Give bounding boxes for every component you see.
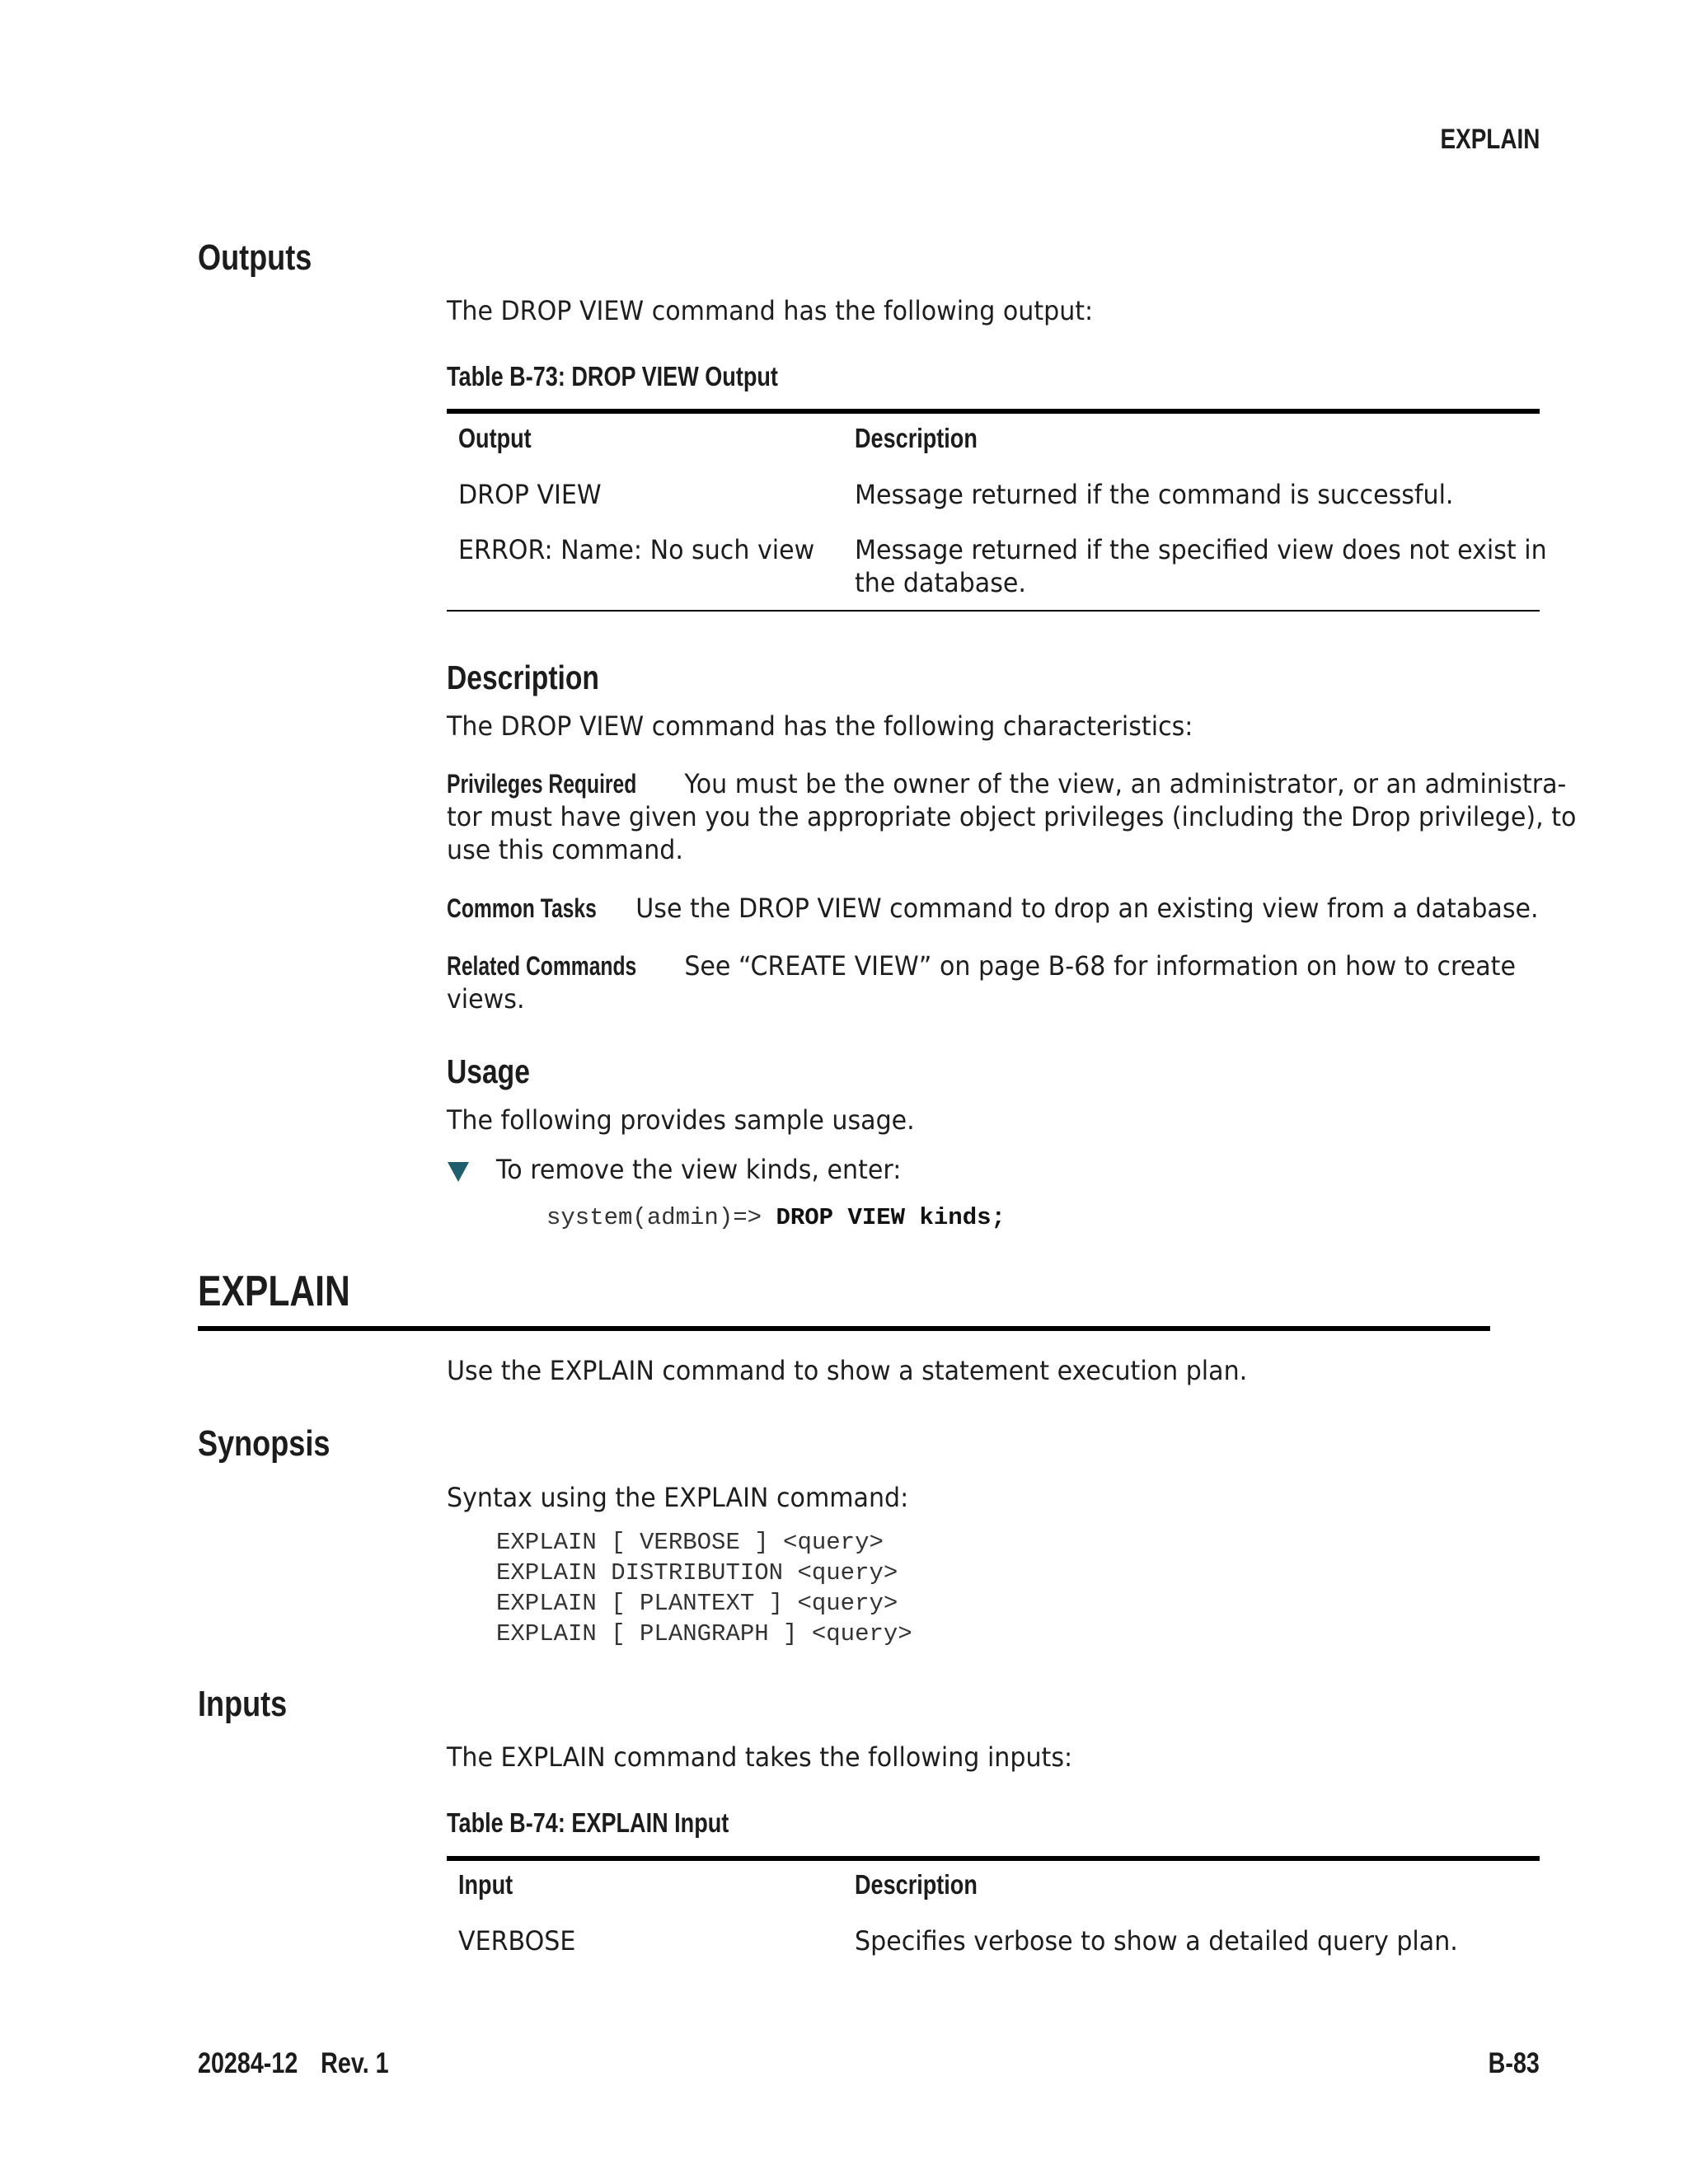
command-heading-rule bbox=[198, 1326, 1490, 1331]
related-line2: views. bbox=[447, 983, 525, 1015]
cell-description-line1: Message returned if the specified view does not exist in bbox=[855, 534, 1547, 565]
column-header-description: Description bbox=[855, 423, 978, 453]
cell-description-line2: the database. bbox=[855, 567, 1026, 598]
related-commands-label: Related Commands bbox=[447, 951, 637, 981]
synopsis-code-line: EXPLAIN [ VERBOSE ] <query> bbox=[496, 1529, 884, 1556]
common-tasks-paragraph bbox=[447, 892, 1539, 925]
code-command: DROP VIEW kinds; bbox=[776, 1204, 1006, 1231]
description-intro: The DROP VIEW command has the following characteristics: bbox=[447, 710, 1193, 742]
column-header-output: Output bbox=[458, 423, 532, 453]
table-bottom-rule bbox=[447, 610, 1540, 612]
column-header-input: Input bbox=[458, 1869, 513, 1900]
cell-output: DROP VIEW bbox=[458, 479, 602, 510]
column-header-description: Description bbox=[855, 1869, 978, 1900]
related-line1 bbox=[447, 949, 1516, 982]
usage-code-example bbox=[546, 1202, 1006, 1233]
cell-description: Specifies verbose to show a detailed query plan. bbox=[855, 1925, 1458, 1957]
common-tasks-label: Common Tasks bbox=[447, 893, 597, 923]
section-heading-outputs: Outputs bbox=[198, 237, 312, 278]
command-heading-explain: EXPLAIN bbox=[198, 1268, 350, 1315]
code-prompt: system(admin)=> bbox=[546, 1204, 776, 1231]
synopsis-code-line: EXPLAIN [ PLANGRAPH ] <query> bbox=[496, 1620, 912, 1647]
cell-description: Message returned if the command is successful. bbox=[855, 479, 1454, 510]
privileges-label: Privileges Required bbox=[447, 769, 637, 799]
usage-step: To remove the view kinds, enter: bbox=[496, 1154, 902, 1185]
section-heading-synopsis: Synopsis bbox=[198, 1423, 331, 1464]
table-top-rule bbox=[447, 1856, 1540, 1861]
footer-doc-id bbox=[198, 2047, 389, 2080]
inputs-intro: The EXPLAIN command takes the following inputs: bbox=[447, 1741, 1073, 1773]
outputs-intro: The DROP VIEW command has the following output: bbox=[447, 295, 1094, 326]
privileges-line1 bbox=[447, 767, 1566, 800]
running-header: EXPLAIN bbox=[1440, 124, 1540, 155]
footer-revision: Rev. 1 bbox=[321, 2047, 389, 2079]
privileges-line2: tor must have given you the appropriate object privileges (including the Drop privilege), to bbox=[447, 801, 1577, 832]
table-caption-b74: Table B-74: EXPLAIN Input bbox=[447, 1807, 729, 1838]
table-caption-b73: Table B-73: DROP VIEW Output bbox=[447, 361, 778, 391]
usage-intro: The following provides sample usage. bbox=[447, 1104, 915, 1136]
privileges-line3: use this command. bbox=[447, 834, 683, 865]
common-tasks-text: Use the DROP VIEW command to drop an existing view from a database. bbox=[635, 893, 1539, 924]
table-top-rule bbox=[447, 409, 1540, 414]
cell-output: ERROR: Name: No such view bbox=[458, 534, 815, 565]
explain-intro: Use the EXPLAIN command to show a statement execution plan. bbox=[447, 1355, 1248, 1386]
footer-doc-number: 20284-12 bbox=[198, 2047, 298, 2079]
footer-page-number: B-83 bbox=[1488, 2047, 1540, 2079]
synopsis-code-line: EXPLAIN [ PLANTEXT ] <query> bbox=[496, 1590, 898, 1617]
triangle-bullet-icon bbox=[448, 1162, 469, 1182]
cell-input: VERBOSE bbox=[458, 1925, 576, 1957]
privileges-text: You must be the owner of the view, an administrator, or an administra- bbox=[684, 768, 1567, 799]
synopsis-intro: Syntax using the EXPLAIN command: bbox=[447, 1482, 909, 1513]
section-heading-description: Description bbox=[447, 658, 599, 696]
section-heading-usage: Usage bbox=[447, 1052, 530, 1090]
section-heading-inputs: Inputs bbox=[198, 1684, 288, 1724]
synopsis-code-line: EXPLAIN DISTRIBUTION <query> bbox=[496, 1559, 898, 1586]
related-commands-text[interactable]: See “CREATE VIEW” on page B-68 for information on how to create bbox=[684, 950, 1516, 982]
